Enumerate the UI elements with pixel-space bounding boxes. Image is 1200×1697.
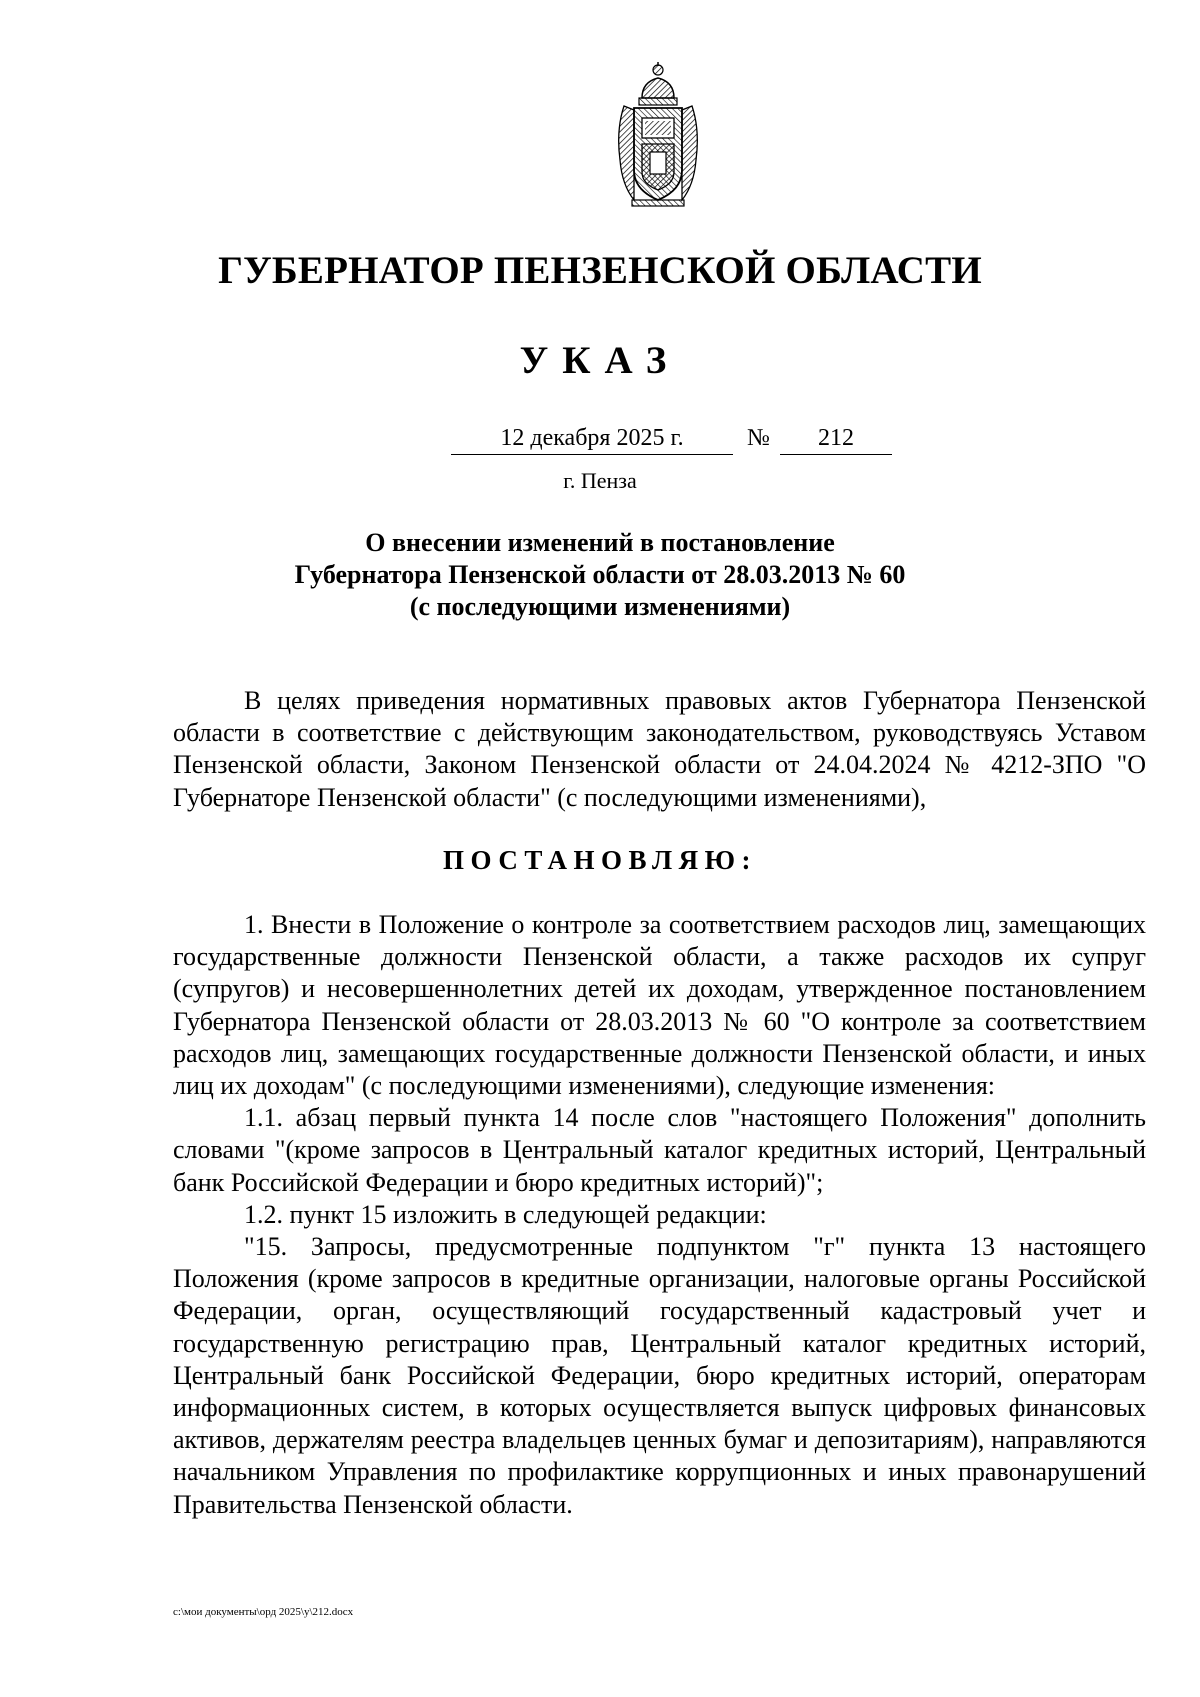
coat-of-arms-icon	[612, 60, 704, 210]
authority-heading: ГУБЕРНАТОР ПЕНЗЕНСКОЙ ОБЛАСТИ	[218, 249, 982, 292]
document-date: 12 декабря 2025 г.	[451, 425, 733, 455]
city: г. Пенза	[563, 468, 637, 493]
title-line-1: О внесении изменений в постановление	[365, 528, 835, 557]
document-number: 212	[780, 425, 892, 455]
decree-items	[173, 909, 1146, 1521]
preamble-paragraph: В целях приведения нормативных правовых актов Губернатора Пензенской области в соответствие с действующим законодательством, руководствуясь Уставом Пензенской области, Законом Пензенской области от 24.04.2024 № 4212-ЗПО "О Губернаторе Пензенской области" (с последующими изменениями),	[173, 686, 1146, 812]
file-path-footer: c:\мои документы\орд 2025\у\212.docx	[173, 1606, 354, 1618]
item-15-text: "15. Запросы, предусмотренные подпунктом "г" пункта 13 настоящего Положения (кроме запросов в кредитные организации, налоговые органы Российской Федерации, орган, осуществляющий государственный кадастровый учет и государственную регистрацию прав, Центральный каталог кредитных историй, Центральный банк Российской Федерации, бюро кредитных историй, операторам информационных систем, в которых осуществляется выпуск цифровых финансовых активов, держателям реестра владельцев ценных бумаг и депозитариям), направляются начальником Управления по профилактике коррупционных и иных правонарушений Правительства Пензенской области.	[173, 1232, 1146, 1519]
item-1-1: 1.1. абзац первый пункта 14 после слов "настоящего Положения" дополнить словами "(кроме запросов в Центральный каталог кредитных историй, Центральный банк Российской Федерации и бюро кредитных историй)";	[173, 1103, 1146, 1197]
item-1-2: 1.2. пункт 15 изложить в следующей редакции:	[244, 1199, 767, 1229]
document-type-heading: УКАЗ	[519, 339, 681, 382]
preamble	[173, 685, 1146, 814]
decree-heading: ПОСТАНОВЛЯЮ:	[443, 845, 757, 875]
title-line-2: Губернатора Пензенской области от 28.03.2013 № 60	[294, 560, 906, 589]
item-1: 1. Внести в Положение о контроле за соответствием расходов лиц, замещающих государственные должности Пензенской области, а также расходов их супруг (супругов) и несовершеннолетних детей их доходам, утвержденное постановлением Губернатора Пензенской области от 28.03.2013 № 60 "О контроле за соответствием расходов лиц, замещающих государственные должности Пензенской области, и иных лиц их доходам" (с последующими изменениями), следующие изменения:	[173, 910, 1146, 1101]
title-line-3: (с последующими изменениями)	[409, 592, 791, 621]
document-title	[0, 527, 1200, 623]
dateline	[0, 425, 1200, 455]
number-sign: №	[747, 425, 770, 451]
